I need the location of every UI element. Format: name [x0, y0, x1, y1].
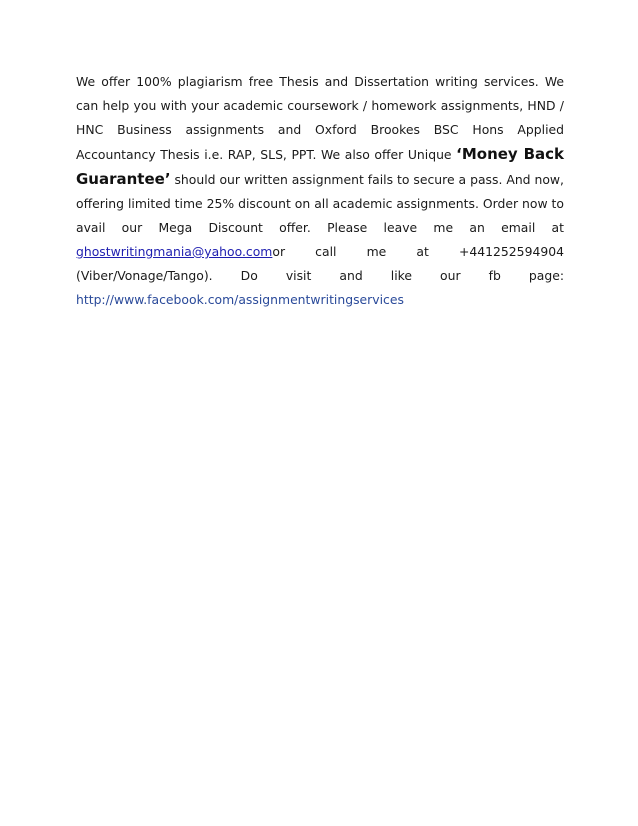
money-back-guarantee-emphasis: ‘Money Back Guarantee’: [76, 145, 564, 188]
paragraph-text-part-1: We offer 100% plagiarism free Thesis and Dissertation writing services. We can help you with your academic coursework / homework assignments, HND / HNC Business assignments and Oxford Brookes BSC Hons Applied Accountancy Thesis i.e. RAP, SLS, PPT. We also offer Unique: [76, 74, 564, 162]
paragraph-text-part-2: should our written assignment fails to secure a pass. And now, offering limited time 25% discount on all academic assignments. Order now to avail our Mega Discount offer. Please leave me an email at: [76, 172, 564, 235]
email-link[interactable]: ghostwritingmania@yahoo.com: [76, 244, 273, 259]
facebook-page-link[interactable]: http://www.facebook.com/assignmentwritingservices: [76, 292, 404, 307]
paragraph-text-part-3: or call me at +441252594904 (Viber/Vonage/Tango). Do visit and like our fb page:: [76, 244, 564, 283]
body-paragraph: [76, 70, 564, 312]
